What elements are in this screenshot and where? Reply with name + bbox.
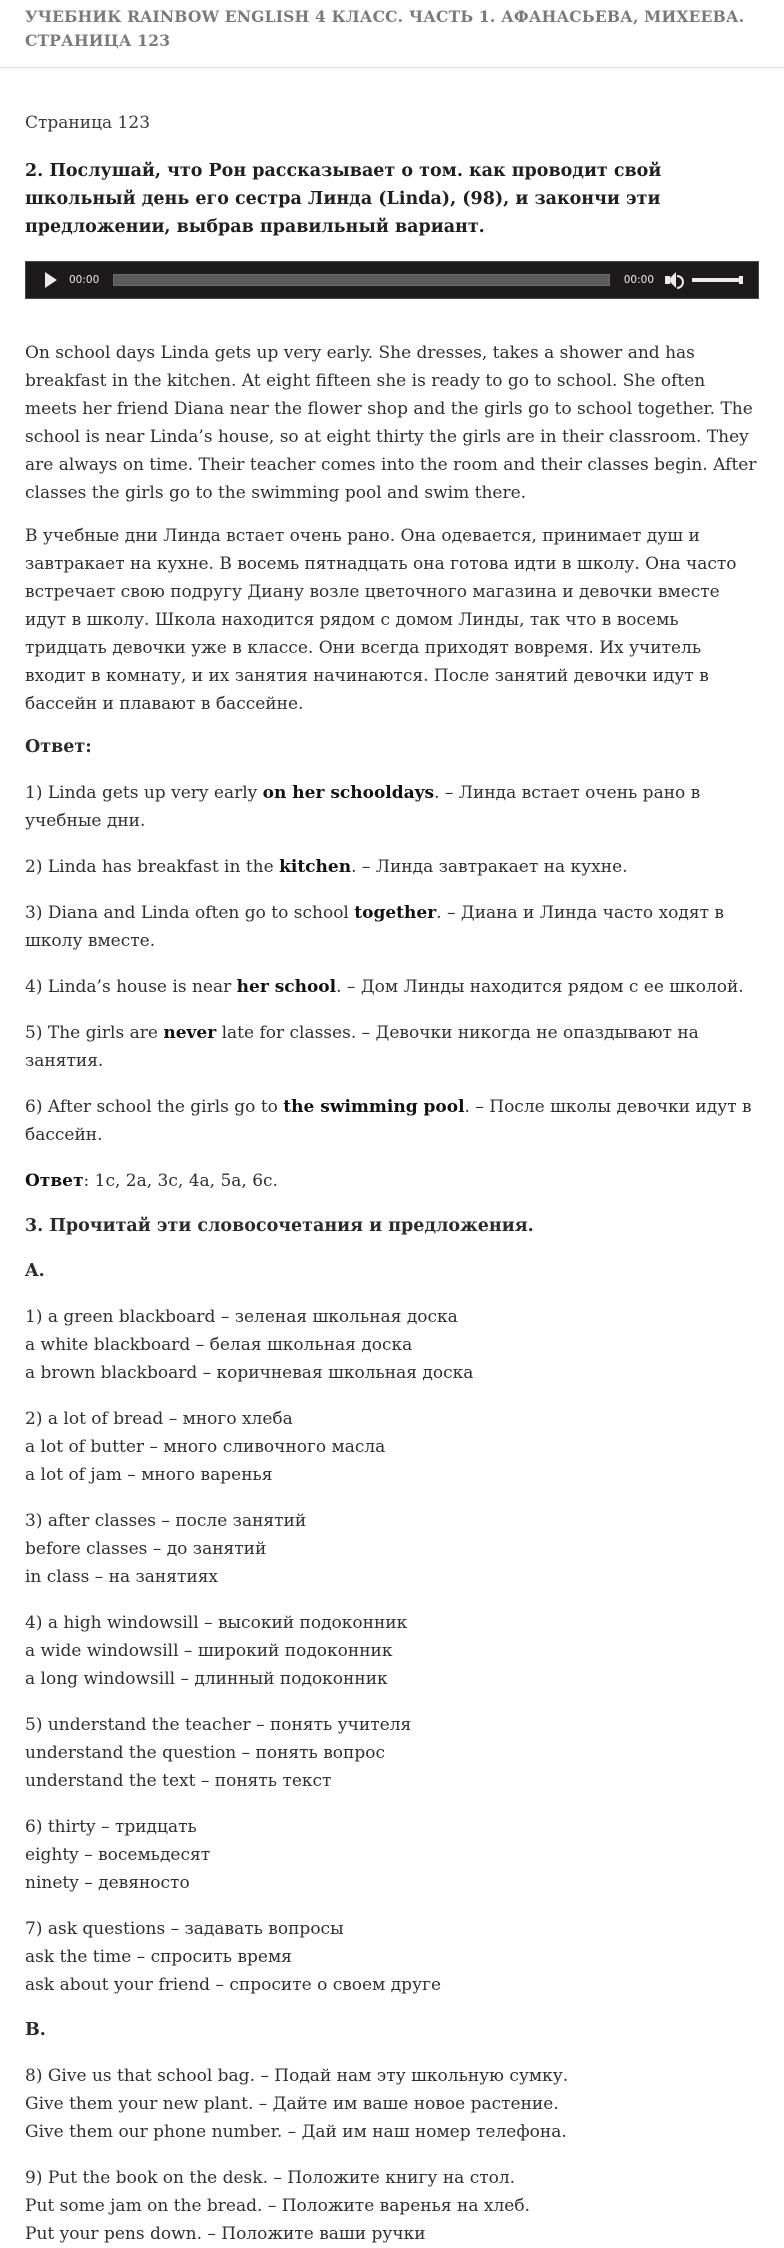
progress-bar[interactable] <box>113 274 609 286</box>
task-2-heading: 2. Послушай, что Рон рассказывает о том. как проводит свой школьный день его сестра Линда (Linda), (98), и закончи эти предложении, выбрав правильный вариант. <box>25 161 662 237</box>
audio-player <box>25 261 759 299</box>
phrase-group: 9) Put the book on the desk. – Положите книгу на стол. Put some jam on the bread. – Положите варенья на хлеб. Put your pens down. – Положите ваши ручки <box>25 2168 530 2244</box>
play-icon[interactable] <box>45 272 57 288</box>
phrase-group: 2) a lot of bread – много хлеба a lot of butter – много сливочного масла a lot of jam – много варенья <box>25 1409 386 1485</box>
text-english: On school days Linda gets up very early. She dresses, takes a shower and has breakfast in the kitchen. At eight fifteen she is ready to go to school. She often meets her friend Diana near the flower shop and the girls go to school together. The school is near Linda’s house, so at eight thirty the girls are in their classroom. They are always on time. Their teacher comes into the room and their classes begin. After classes the girls go to the swimming pool and swim there. <box>25 343 757 503</box>
current-time: 00:00 <box>69 274 100 286</box>
answer-item: 6) After school the girls go to the swimming pool. – После школы девочки идут в бассейн. <box>25 1097 752 1145</box>
page-label: Страница 123 <box>25 113 151 133</box>
volume-slider[interactable] <box>692 278 742 282</box>
phrase-group: 5) understand the teacher – понять учителя understand the question – понять вопрос understand the text – понять текст <box>25 1715 412 1791</box>
phrase-group: 4) a high windowsill – высокий подоконник a wide windowsill – широкий подоконник a long windowsill – длинный подоконник <box>25 1613 408 1689</box>
main-content <box>0 110 784 2248</box>
phrase-group: 6) thirty – тридцать eighty – восемьдесят ninety – девяносто <box>25 1817 211 1893</box>
section-b-list <box>25 2062 759 2248</box>
answer-item: 3) Diana and Linda often go to school together. – Диана и Линда часто ходят в школу вместе. <box>25 903 724 951</box>
answer-item: 1) Linda gets up very early on her schooldays. – Линда встает очень рано в учебные дни. <box>25 783 701 831</box>
answer-heading: Ответ: <box>25 737 92 757</box>
task-3-heading: 3. Прочитай эти словосочетания и предложения. <box>25 1216 534 1236</box>
volume-icon[interactable] <box>664 271 684 289</box>
section-a-list <box>25 1303 759 1999</box>
section-b-label: B. <box>25 2020 46 2040</box>
text-russian: В учебные дни Линда встает очень рано. Она одевается, принимает душ и завтракает на кухне. В восемь пятнадцать она готова идти в школу. Она часто встречает свою подругу Диану возле цветочного магазина и девочки вместе идут в школу. Школа находится рядом с домом Линды, так что в восемь тридцать девочки уже в классе. Они всегда приходят вовремя. Их учитель входит в комнату, и их занятия начинаются. После занятий девочки идут в бассейн и плавают в бассейне. <box>25 526 737 714</box>
phrase-group: 1) a green blackboard – зеленая школьная доска a white blackboard – белая школьная доска a brown blackboard – коричневая школьная доска <box>25 1307 474 1383</box>
answer-item: 2) Linda has breakfast in the kitchen. – Линда завтракает на кухне. <box>25 857 628 877</box>
section-a-label: A. <box>25 1261 45 1281</box>
answer-item: 4) Linda’s house is near her school. – Дом Линды находится рядом с ее школой. <box>25 977 744 997</box>
phrase-group: 3) after classes – после занятий before classes – до занятий in class – на занятиях <box>25 1511 307 1587</box>
phrase-group: 7) ask questions – задавать вопросы ask the time – спросить время ask about your friend – спросите о своем друге <box>25 1919 442 1995</box>
page-header <box>0 0 784 68</box>
answer-item: 5) The girls are never late for classes. – Девочки никогда не опаздывают на занятия. <box>25 1023 699 1071</box>
page-title: УЧЕБНИК RAINBOW ENGLISH 4 КЛАСС. ЧАСТЬ 1. АФАНАСЬЕВА, МИХЕЕВА. СТРАНИЦА 123 <box>25 7 745 50</box>
duration: 00:00 <box>623 274 654 286</box>
answer-list <box>25 779 759 1149</box>
phrase-group: 8) Give us that school bag. – Подай нам эту школьную сумку. Give them your new plant. – Дайте им ваше новое растение. Give them our phone number. – Дай им наш номер телефона. <box>25 2066 569 2142</box>
final-answer: Ответ: 1c, 2a, 3c, 4a, 5a, 6c. <box>25 1171 278 1191</box>
